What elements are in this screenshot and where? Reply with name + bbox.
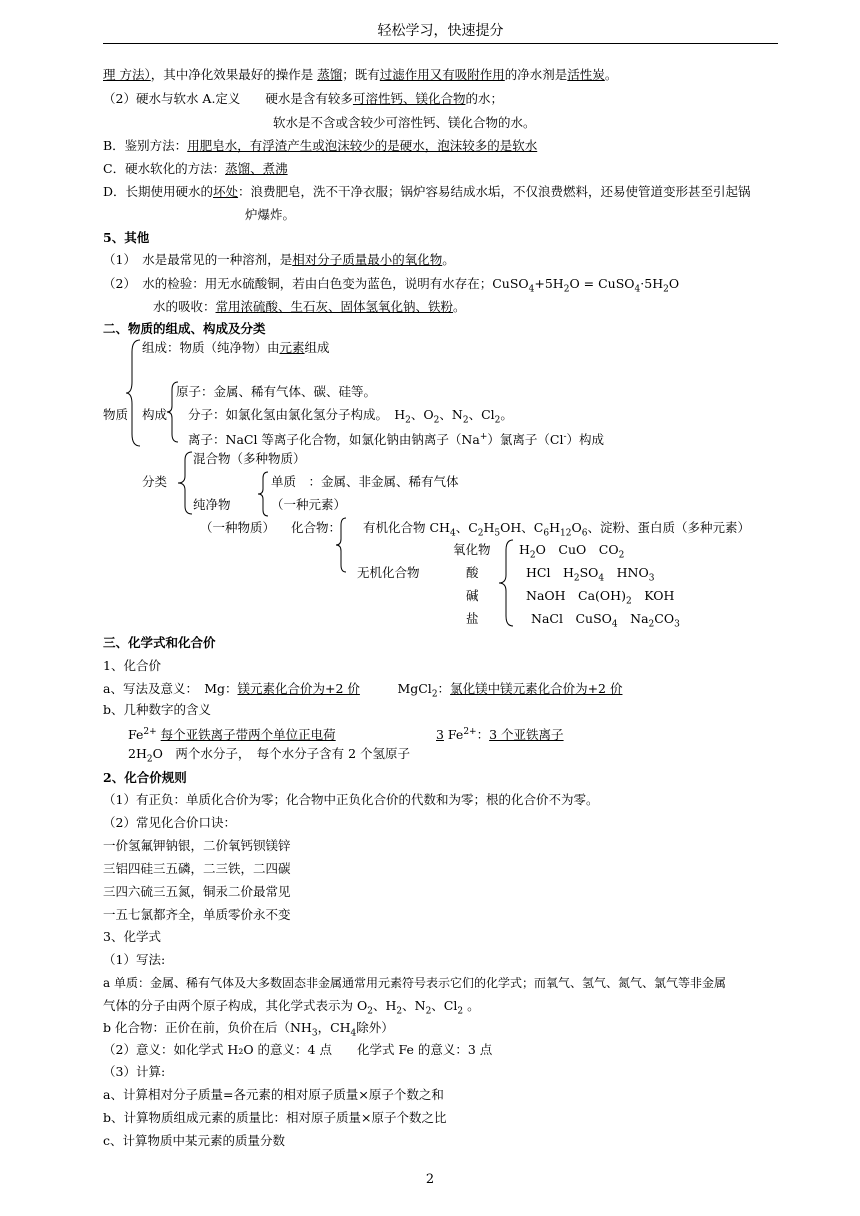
text-line: 软水是不含或含较少可溶性钙、镁化合物的水。 [273, 115, 536, 130]
tree-node-label: 盐 [466, 611, 479, 626]
text-line: （2）意义：如化学式 H₂O 的意义：4 点 化学式 Fe 的意义：3 点 [103, 1042, 493, 1057]
tree-node-label: 构成 [142, 407, 168, 422]
text-line: a、计算相对分子质量=各元素的相对原子质量×原子个数之和 [103, 1087, 444, 1102]
text-line: b、计算物质组成元素的质量比：相对原子质量×原子个数之比 [103, 1110, 447, 1125]
page-number: 2 [425, 1172, 435, 1187]
tree-node-label: 酸 [466, 565, 479, 580]
brace-icon [497, 538, 515, 628]
text-line: 3 $Fe^{2+}$：3 个亚铁离子 [436, 727, 564, 743]
text-line: 一五七氯都齐全，单质零价永不变 [103, 907, 291, 922]
text-line: 混合物（多种物质） [193, 451, 306, 466]
text-line: 理 方法），其中净化效果最好的操作是 蒸馏；既有过滤作用又有吸附作用的净水剂是活性炭。 [103, 67, 618, 82]
text-line: 三四六硫三五氮，铜汞二价最常见 [103, 884, 291, 899]
text-line: 气体的分子由两个原子构成，其化学式表示为 $O_2$、$H_2$、$N_2$、$Cl_2$ 。 [103, 998, 480, 1017]
brace-icon [256, 470, 270, 518]
text-line: $2H_2O$ 两个水分子， 每个水分子含有 2 个氢原子 [128, 746, 410, 765]
section-heading: 三、化学式和化合价 [103, 635, 216, 650]
text-line: $Fe^{2+}$ 每个亚铁离子带两个单位正电荷 [128, 727, 336, 743]
text-line: （2） 水的检验：用无水硫酸铜，若由白色变为蓝色，说明有水存在；$CuSO_4+5H_2O$ = $CuSO_4\cdot 5H_2O$ [103, 276, 680, 295]
tree-root-label: 物质 [103, 407, 129, 422]
formula-line: NaOH $Ca(OH)_2$ KOH [526, 588, 675, 607]
section-heading: 2、化合价规则 [103, 770, 187, 785]
text-line: 三铝四硅三五磷，二三铁，二四碳 [103, 861, 291, 876]
text-line: 单质 ：金属、非金属、稀有气体 [271, 474, 459, 489]
text-line: （一种物质） [200, 520, 276, 535]
section-heading: 5、其他 [103, 230, 150, 245]
text-line: 分子：如氯化氢由氯化氢分子构成。 $H_2$、$O_2$、$N_2$、$Cl_2$。 [188, 407, 513, 426]
text-line: 3、化学式 [103, 929, 161, 944]
text-line: 有机化合物 $CH_4$、$C_2H_5OH$、$C_6H_{12}O_6$、淀粉、蛋白质（多种元素） [363, 520, 750, 539]
text-line: （2）硬水与软水 A.定义 硬水是含有较多可溶性钙、镁化合物的水； [103, 91, 503, 106]
text-line: b、几种数字的含义 [103, 702, 212, 717]
formula-line: $H_2O$ CuO $CO_2$ [519, 542, 625, 561]
text-line: 1、化合价 [103, 658, 161, 673]
text-line: （1）有正负：单质化合价为零；化合物中正负化合价的代数和为零；根的化合价不为零。 [103, 792, 599, 807]
text-line: 组成：物质（纯净物）由元素组成 [142, 340, 330, 355]
text-line: 炉爆炸。 [245, 207, 296, 222]
text-line: （一种元素） [271, 497, 347, 512]
text-line: （1）写法: [103, 952, 166, 967]
tree-node-label: 分类 [142, 474, 168, 489]
brace-icon [124, 338, 144, 448]
section-heading: 二、物质的组成、构成及分类 [103, 321, 266, 336]
text-line: 水的吸收：常用浓硫酸、生石灰、固体氢氧化钠、铁粉。 [153, 299, 466, 314]
tree-node-label: 碱 [466, 588, 479, 603]
tree-node-label: 化合物： [291, 520, 342, 535]
page-header: 轻松学习，快速提分 [377, 23, 504, 39]
tree-node-label: 纯净物 [193, 497, 231, 512]
brace-icon [334, 516, 348, 574]
text-line: （2）常见化合价口诀： [103, 815, 236, 830]
text-line: C．硬水软化的方法：蒸馏、煮沸 [103, 161, 288, 176]
text-line: c、计算物质中某元素的质量分数 [103, 1133, 286, 1148]
tree-node-label: 无机化合物 [357, 565, 420, 580]
text-line: D．长期使用硬水的坏处：浪费肥皂，洗不干净衣服；锅炉容易结成水垢，不仅浪费燃料，还易使管道变形甚至引起锅 [103, 184, 751, 199]
text-line: a 单质：金属、稀有气体及大多数固态非金属通常用元素符号表示它们的化学式；而氧气、氢气、氮气、氯气等非金属 [103, 976, 726, 990]
tree-node-label: 氧化物 [453, 542, 491, 557]
text-line: B．鉴别方法：用肥皂水，有浮渣产生或泡沫较少的是硬水，泡沫较多的是软水 [103, 138, 538, 153]
text-line: 离子：NaCl 等离子化合物，如氯化钠由钠离子（Na+）氯离子（Cl-）构成 [188, 432, 604, 448]
text-line: （3）计算: [103, 1064, 166, 1079]
text-line: 一价氢氟钾钠银，二价氧钙钡镁锌 [103, 838, 291, 853]
text-line: 原子：金属、稀有气体、碳、硅等。 [176, 384, 377, 399]
text-line: （1） 水是最常见的一种溶剂，是相对分子质量最小的氧化物。 [103, 252, 455, 267]
text-line: b 化合物：正价在前，负价在后（$NH_3$，$CH_4$除外） [103, 1020, 394, 1039]
formula-line: HCl $H_2SO_4$ $HNO_3$ [526, 565, 655, 584]
text-line: a、写法及意义： Mg：镁元素化合价为+2 价 MgCl$_2$：氯化镁中镁元素化合价为+2 价 [103, 681, 623, 700]
header-rule [103, 43, 778, 44]
brace-icon [176, 450, 194, 516]
formula-line: NaCl CuSO$_4$ $Na_2CO_3$ [531, 611, 680, 630]
